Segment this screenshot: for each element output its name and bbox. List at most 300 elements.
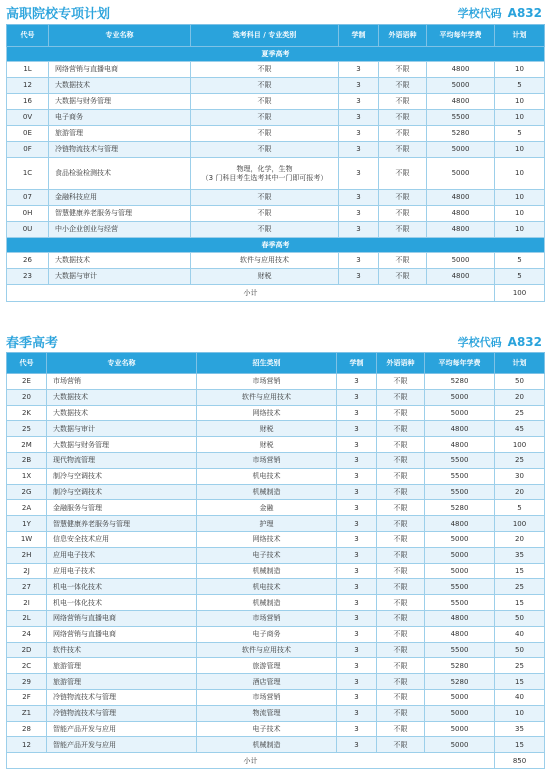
table-row — [7, 721, 545, 737]
section2-cell-code: 2D — [7, 642, 47, 658]
section2-cell-code: 27 — [7, 579, 47, 595]
section2-cell-category: 机电技术 — [197, 579, 337, 595]
group-summer-header-label: 夏季高考 — [7, 47, 545, 62]
section2-cell-language: 不限 — [377, 547, 425, 563]
section2-cell-code: 29 — [7, 674, 47, 690]
section2-cell-duration: 3 — [337, 468, 377, 484]
section1-subtotal-label: 小计 — [7, 285, 495, 302]
section2-header-major: 专业名称 — [47, 353, 197, 374]
table-row — [7, 658, 545, 674]
section2-cell-code: 1W — [7, 531, 47, 547]
section1-cell-tuition: 4800 — [427, 190, 495, 206]
section2-cell-plan: 45 — [495, 421, 545, 437]
section2-cell-tuition: 5500 — [425, 579, 495, 595]
section2-cell-language: 不限 — [377, 579, 425, 595]
section2-cell-language: 不限 — [377, 405, 425, 421]
section1-subtotal — [7, 285, 545, 302]
section2-cell-plan: 15 — [495, 563, 545, 579]
section1-cell-duration: 3 — [339, 62, 379, 78]
section2-cell-language: 不限 — [377, 468, 425, 484]
section2-cell-language: 不限 — [377, 689, 425, 705]
section1-cell-plan: 10 — [495, 62, 545, 78]
section2-cell-plan: 25 — [495, 452, 545, 468]
section1-cell-plan: 10 — [495, 142, 545, 158]
section2-cell-duration: 3 — [337, 452, 377, 468]
section1-cell-tuition: 4800 — [427, 62, 495, 78]
table-row — [7, 389, 545, 405]
section2-cell-major: 制冷与空调技术 — [47, 468, 197, 484]
group-spring-header — [7, 238, 545, 253]
section2-cell-category: 财税 — [197, 437, 337, 453]
section2-cell-tuition: 5000 — [425, 563, 495, 579]
section1-cell-tuition: 4800 — [427, 94, 495, 110]
section2-code-value: A832 — [507, 335, 542, 349]
section2-cell-major: 智能产品开发与应用 — [47, 721, 197, 737]
section1-cell-code: 1C — [7, 158, 49, 190]
section1-cell-major: 大数据技术 — [49, 78, 191, 94]
section2-cell-code: 24 — [7, 626, 47, 642]
table-row — [7, 421, 545, 437]
section1-code-value: A832 — [507, 6, 542, 20]
section2-cell-major: 机电一体化技术 — [47, 595, 197, 611]
section2-cell-duration: 3 — [337, 563, 377, 579]
table-row — [7, 737, 545, 753]
section2-cell-tuition: 5000 — [425, 705, 495, 721]
section2-cell-major: 信息安全技术应用 — [47, 531, 197, 547]
section2-cell-plan: 35 — [495, 547, 545, 563]
table-row — [7, 78, 545, 94]
section2-cell-duration: 3 — [337, 421, 377, 437]
section1-cell-code: 07 — [7, 190, 49, 206]
section1-cell-tuition: 5000 — [427, 142, 495, 158]
section2-cell-language: 不限 — [377, 658, 425, 674]
section1-subtotal-value: 100 — [495, 285, 545, 302]
section2-cell-language: 不限 — [377, 563, 425, 579]
section2-cell-duration: 3 — [337, 674, 377, 690]
section1-cell-language: 不限 — [379, 78, 427, 94]
section2-cell-code: 2C — [7, 658, 47, 674]
section1-cell-language: 不限 — [379, 253, 427, 269]
table-row — [7, 705, 545, 721]
section2-cell-category: 市场营销 — [197, 689, 337, 705]
section2-cell-category: 酒店管理 — [197, 674, 337, 690]
section2-cell-tuition: 5000 — [425, 531, 495, 547]
section1-cell-language: 不限 — [379, 269, 427, 285]
section1-cell-duration: 3 — [339, 222, 379, 238]
section2-cell-category: 市场营销 — [197, 374, 337, 390]
section2-cell-tuition: 5280 — [425, 374, 495, 390]
section1-cell-plan: 10 — [495, 110, 545, 126]
section2-cell-code: 2G — [7, 484, 47, 500]
section1-cell-category: 不限 — [191, 62, 339, 78]
section2-cell-tuition: 5500 — [425, 642, 495, 658]
section2-cell-tuition: 5000 — [425, 721, 495, 737]
section2-cell-language: 不限 — [377, 484, 425, 500]
section2-cell-plan: 10 — [495, 705, 545, 721]
section2-cell-plan: 35 — [495, 721, 545, 737]
section2-cell-language: 不限 — [377, 374, 425, 390]
section1-cell-code: 0E — [7, 126, 49, 142]
section2-cell-duration: 3 — [337, 374, 377, 390]
section1-cell-language: 不限 — [379, 206, 427, 222]
section1-cell-category: 不限 — [191, 94, 339, 110]
section2-cell-duration: 3 — [337, 610, 377, 626]
section2-cell-code: 1X — [7, 468, 47, 484]
table-row — [7, 595, 545, 611]
section1-cell-tuition: 5500 — [427, 110, 495, 126]
section2-cell-tuition: 4800 — [425, 437, 495, 453]
section1-header-plan: 计划 — [495, 25, 545, 47]
section2-cell-code: 12 — [7, 737, 47, 753]
section2-cell-language: 不限 — [377, 452, 425, 468]
table-row — [7, 206, 545, 222]
section1-cell-tuition: 5000 — [427, 158, 495, 190]
section2-cell-major: 冷链物流技术与管理 — [47, 689, 197, 705]
section1-cell-duration: 3 — [339, 110, 379, 126]
section2-cell-category: 软件与应用技术 — [197, 642, 337, 658]
section2-cell-major: 现代物流管理 — [47, 452, 197, 468]
section2-cell-plan: 20 — [495, 484, 545, 500]
section2-cell-duration: 3 — [337, 389, 377, 405]
section2-cell-language: 不限 — [377, 421, 425, 437]
section1-cell-category: 物理，化学，生物 （3 门科目考生选考其中一门即可报考） — [191, 158, 339, 190]
section1-cell-tuition: 4800 — [427, 269, 495, 285]
section2-cell-tuition: 5280 — [425, 500, 495, 516]
section2-cell-category: 电子技术 — [197, 721, 337, 737]
section2-cell-plan: 15 — [495, 737, 545, 753]
table-row — [7, 531, 545, 547]
table-row — [7, 437, 545, 453]
section2-cell-duration: 3 — [337, 500, 377, 516]
table-row — [7, 484, 545, 500]
section1-cell-duration: 3 — [339, 269, 379, 285]
section1-cell-major: 中小企业创业与经营 — [49, 222, 191, 238]
section2-cell-tuition: 5000 — [425, 389, 495, 405]
section2-cell-duration: 3 — [337, 595, 377, 611]
section2-cell-duration: 3 — [337, 516, 377, 532]
table-row — [7, 222, 545, 238]
section1-cell-code: 23 — [7, 269, 49, 285]
section2-cell-category: 机械制造 — [197, 595, 337, 611]
table-row — [7, 610, 545, 626]
section2-header-language: 外语语种 — [377, 353, 425, 374]
section2-school-code — [458, 334, 542, 350]
section1-cell-plan: 10 — [495, 190, 545, 206]
section2-subtotal — [7, 753, 545, 769]
section2-cell-major: 机电一体化技术 — [47, 579, 197, 595]
section1-cell-code: 12 — [7, 78, 49, 94]
section1-header-category: 选考科目 / 专业类别 — [191, 25, 339, 47]
section1-school-code — [458, 5, 542, 21]
section2-cell-tuition: 5500 — [425, 452, 495, 468]
section2-cell-tuition: 5000 — [425, 689, 495, 705]
section1-cell-major: 智慧健康养老服务与管理 — [49, 206, 191, 222]
section1-cell-major: 大数据与财务管理 — [49, 94, 191, 110]
section1-cell-major: 冷链物流技术与管理 — [49, 142, 191, 158]
section1-cell-code: 26 — [7, 253, 49, 269]
section2-cell-language: 不限 — [377, 500, 425, 516]
table-row — [7, 253, 545, 269]
section2-cell-code: 2A — [7, 500, 47, 516]
section2-cell-major: 应用电子技术 — [47, 563, 197, 579]
section2-cell-duration: 3 — [337, 531, 377, 547]
section2-header-row — [7, 353, 545, 374]
section2-cell-major: 智慧健康养老服务与管理 — [47, 516, 197, 532]
section2-cell-code: 2L — [7, 610, 47, 626]
section2-cell-duration: 3 — [337, 658, 377, 674]
section2-cell-language: 不限 — [377, 705, 425, 721]
section2-cell-plan: 25 — [495, 405, 545, 421]
section2-cell-duration: 3 — [337, 579, 377, 595]
section2-cell-plan: 40 — [495, 626, 545, 642]
section2-cell-tuition: 5000 — [425, 547, 495, 563]
table-row — [7, 62, 545, 78]
section1-cell-plan: 5 — [495, 269, 545, 285]
table-row — [7, 563, 545, 579]
section1-cell-language: 不限 — [379, 110, 427, 126]
section2-cell-plan: 50 — [495, 642, 545, 658]
section1-header-tuition: 平均每年学费 — [427, 25, 495, 47]
table-row — [7, 516, 545, 532]
section2-cell-category: 市场营销 — [197, 610, 337, 626]
section2-cell-category: 电子技术 — [197, 547, 337, 563]
section2-subtotal-value: 850 — [495, 753, 545, 769]
section1-cell-plan: 5 — [495, 253, 545, 269]
section2-cell-category: 机电技术 — [197, 468, 337, 484]
section2-cell-major: 冷链物流技术与管理 — [47, 705, 197, 721]
group-spring-header-label: 春季高考 — [7, 238, 545, 253]
table-row — [7, 142, 545, 158]
table-row — [7, 674, 545, 690]
table-row — [7, 579, 545, 595]
section2-header-tuition: 平均每年学费 — [425, 353, 495, 374]
table-row — [7, 190, 545, 206]
section1-table — [6, 24, 545, 302]
section2-cell-plan: 50 — [495, 610, 545, 626]
table-row — [7, 468, 545, 484]
section2-cell-major: 制冷与空调技术 — [47, 484, 197, 500]
section2-cell-tuition: 5000 — [425, 737, 495, 753]
section1-cell-category: 不限 — [191, 110, 339, 126]
section1-cell-duration: 3 — [339, 94, 379, 110]
section2-cell-duration: 3 — [337, 642, 377, 658]
section2-cell-plan: 15 — [495, 674, 545, 690]
section2-cell-category: 旅游管理 — [197, 658, 337, 674]
section1-cell-code: 0F — [7, 142, 49, 158]
section1-cell-category: 不限 — [191, 126, 339, 142]
section1-header-code: 代号 — [7, 25, 49, 47]
section2-cell-language: 不限 — [377, 516, 425, 532]
section2-cell-tuition: 4800 — [425, 421, 495, 437]
section2-cell-tuition: 5000 — [425, 405, 495, 421]
section2-cell-major: 大数据与财务管理 — [47, 437, 197, 453]
table-row — [7, 689, 545, 705]
section1-header-major: 专业名称 — [49, 25, 191, 47]
section2-cell-category: 护理 — [197, 516, 337, 532]
section2-cell-code: 2J — [7, 563, 47, 579]
section2-cell-major: 旅游管理 — [47, 674, 197, 690]
section2-cell-major: 大数据技术 — [47, 405, 197, 421]
section1-cell-tuition: 4800 — [427, 206, 495, 222]
section1-cell-plan: 10 — [495, 94, 545, 110]
section2-subtotal-label: 小计 — [7, 753, 495, 769]
section2-cell-language: 不限 — [377, 389, 425, 405]
section1-header-language: 外语语种 — [379, 25, 427, 47]
section1-cell-major: 食品检验检测技术 — [49, 158, 191, 190]
section2-cell-language: 不限 — [377, 721, 425, 737]
section1-cell-duration: 3 — [339, 142, 379, 158]
section2-cell-category: 电子商务 — [197, 626, 337, 642]
section2-cell-tuition: 5500 — [425, 595, 495, 611]
section2-cell-major: 网络营销与直播电商 — [47, 610, 197, 626]
group-summer-header — [7, 47, 545, 62]
section1-cell-category: 不限 — [191, 206, 339, 222]
section1-cell-tuition: 5000 — [427, 78, 495, 94]
section1-cell-language: 不限 — [379, 158, 427, 190]
section2-cell-category: 财税 — [197, 421, 337, 437]
section2-cell-tuition: 4800 — [425, 516, 495, 532]
section2-cell-code: 20 — [7, 389, 47, 405]
section2-header-code: 代号 — [7, 353, 47, 374]
section1-cell-language: 不限 — [379, 142, 427, 158]
table-row — [7, 642, 545, 658]
section2-cell-plan: 40 — [495, 689, 545, 705]
section2-cell-category: 网络技术 — [197, 405, 337, 421]
section2-cell-code: 2B — [7, 452, 47, 468]
section1-title: 高职院校专项计划 — [6, 7, 111, 22]
section2-cell-plan: 20 — [495, 389, 545, 405]
section2-cell-plan: 30 — [495, 468, 545, 484]
table-row — [7, 126, 545, 142]
section2-cell-duration: 3 — [337, 737, 377, 753]
section2-cell-language: 不限 — [377, 642, 425, 658]
section2-cell-language: 不限 — [377, 595, 425, 611]
section1-cell-major: 旅游管理 — [49, 126, 191, 142]
section1-cell-plan: 10 — [495, 206, 545, 222]
section2-cell-tuition: 4800 — [425, 626, 495, 642]
table-row — [7, 269, 545, 285]
section2-cell-duration: 3 — [337, 689, 377, 705]
section2-cell-duration: 3 — [337, 484, 377, 500]
section1-cell-code: 16 — [7, 94, 49, 110]
section1-cell-duration: 3 — [339, 158, 379, 190]
section1-cell-category: 不限 — [191, 142, 339, 158]
section2-cell-tuition: 4800 — [425, 610, 495, 626]
section2-cell-major: 市场营销 — [47, 374, 197, 390]
section2-cell-language: 不限 — [377, 674, 425, 690]
section2-cell-major: 应用电子技术 — [47, 547, 197, 563]
section2-cell-major: 大数据技术 — [47, 389, 197, 405]
table-row — [7, 374, 545, 390]
section2-cell-plan: 25 — [495, 579, 545, 595]
section2-table — [6, 352, 545, 769]
section2-cell-code: 2H — [7, 547, 47, 563]
section2-cell-plan: 100 — [495, 516, 545, 532]
section2-cell-plan: 50 — [495, 374, 545, 390]
section2-cell-language: 不限 — [377, 437, 425, 453]
section2-cell-duration: 3 — [337, 405, 377, 421]
section2-cell-category: 网络技术 — [197, 531, 337, 547]
section1-cell-plan: 10 — [495, 222, 545, 238]
section1-cell-code: 1L — [7, 62, 49, 78]
section2-cell-category: 市场营销 — [197, 452, 337, 468]
section1-cell-category: 财税 — [191, 269, 339, 285]
section2-cell-plan: 100 — [495, 437, 545, 453]
section2-cell-major: 旅游管理 — [47, 658, 197, 674]
section1-cell-language: 不限 — [379, 62, 427, 78]
section2-cell-tuition: 5500 — [425, 484, 495, 500]
section1-cell-duration: 3 — [339, 206, 379, 222]
table-row — [7, 405, 545, 421]
section2-cell-code: 25 — [7, 421, 47, 437]
section1-cell-language: 不限 — [379, 94, 427, 110]
section2-header-category: 招生类别 — [197, 353, 337, 374]
section2-cell-language: 不限 — [377, 737, 425, 753]
section1-cell-category: 不限 — [191, 190, 339, 206]
table-row — [7, 547, 545, 563]
section1-cell-major: 大数据与审计 — [49, 269, 191, 285]
section1-cell-category: 软件与应用技术 — [191, 253, 339, 269]
section2-cell-code: 2I — [7, 595, 47, 611]
section2-header-duration: 学制 — [337, 353, 377, 374]
section2-cell-tuition: 5500 — [425, 468, 495, 484]
section2-cell-category: 物流管理 — [197, 705, 337, 721]
section2-cell-code: 2F — [7, 689, 47, 705]
section1-cell-plan: 10 — [495, 158, 545, 190]
table-row — [7, 110, 545, 126]
table-row — [7, 94, 545, 110]
section2-cell-plan: 15 — [495, 595, 545, 611]
section2-title: 春季高考 — [6, 336, 59, 351]
section2-cell-major: 网络营销与直播电商 — [47, 626, 197, 642]
section2-cell-code: 28 — [7, 721, 47, 737]
section2-cell-duration: 3 — [337, 626, 377, 642]
section1-cell-duration: 3 — [339, 126, 379, 142]
section2-cell-duration: 3 — [337, 437, 377, 453]
section1-cell-plan: 5 — [495, 126, 545, 142]
section1-cell-plan: 5 — [495, 78, 545, 94]
section1-cell-language: 不限 — [379, 222, 427, 238]
section1-code-label: 学校代码 — [457, 7, 502, 20]
section1-cell-major: 网络营销与直播电商 — [49, 62, 191, 78]
section1-cell-tuition: 5000 — [427, 253, 495, 269]
section2-cell-major: 软件技术 — [47, 642, 197, 658]
section1-cell-duration: 3 — [339, 190, 379, 206]
section1-cell-code: 0V — [7, 110, 49, 126]
table-row — [7, 626, 545, 642]
section2-cell-category: 金融 — [197, 500, 337, 516]
table-row — [7, 500, 545, 516]
section1-cell-code: 0U — [7, 222, 49, 238]
section1-cell-language: 不限 — [379, 126, 427, 142]
section1-cell-duration: 3 — [339, 253, 379, 269]
section2-header-plan: 计划 — [495, 353, 545, 374]
section1-cell-category: 不限 — [191, 78, 339, 94]
section2-cell-code: 2E — [7, 374, 47, 390]
table-row — [7, 158, 545, 190]
section2-code-label: 学校代码 — [457, 336, 502, 349]
section1-cell-tuition: 5280 — [427, 126, 495, 142]
section2-cell-code: Z1 — [7, 705, 47, 721]
section2-cell-tuition: 5280 — [425, 674, 495, 690]
section2-cell-code: 2M — [7, 437, 47, 453]
section2-cell-category: 机械制造 — [197, 737, 337, 753]
section2-cell-plan: 5 — [495, 500, 545, 516]
section2-cell-plan: 25 — [495, 658, 545, 674]
section2-cell-duration: 3 — [337, 705, 377, 721]
section2-cell-major: 智能产品开发与应用 — [47, 737, 197, 753]
section2-cell-major: 大数据与审计 — [47, 421, 197, 437]
